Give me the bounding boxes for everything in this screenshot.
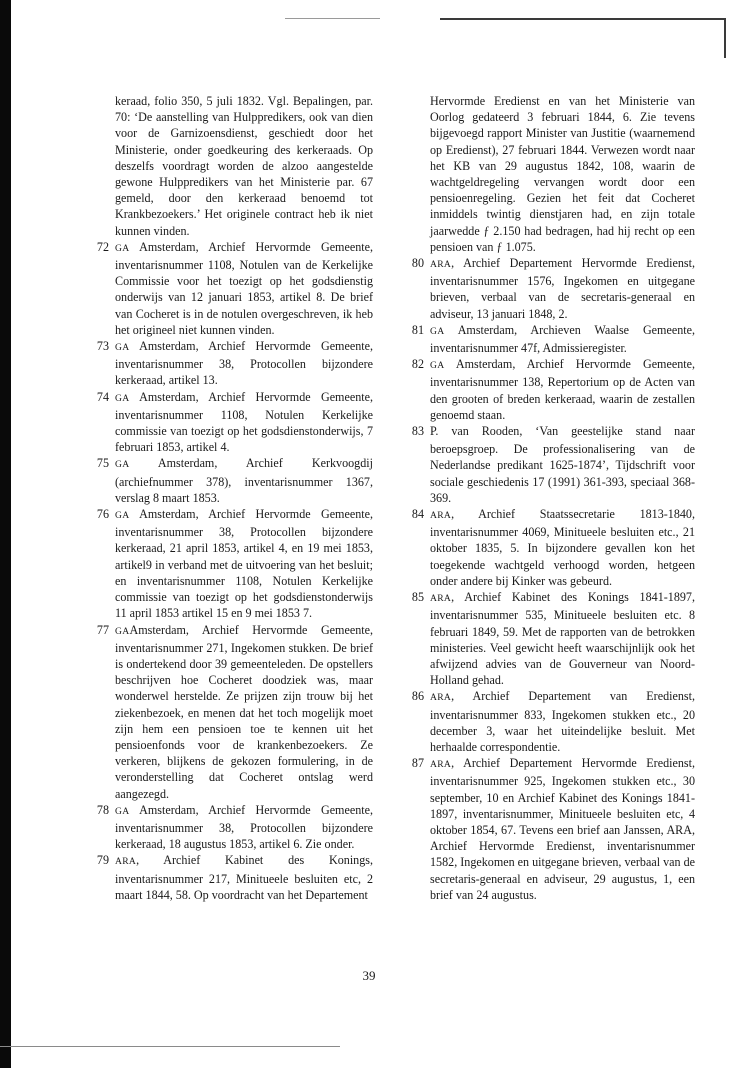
footnote-number: 72 xyxy=(96,239,109,254)
footnote-abbr: GA xyxy=(115,242,130,254)
footnote-text: , Archief Departement Hervormde Eredienst, inventarisnummer 1576, Ingekomen en uitgegane brieven, verbaal van de secretaris-generaal en adviseur, 13 januari 1848, 2. xyxy=(430,256,695,321)
footnote-87 xyxy=(405,755,695,903)
footnote-73 xyxy=(90,338,373,389)
footnote-74 xyxy=(90,389,373,456)
footnote-number: 81 xyxy=(411,322,424,337)
footnote-number: 77 xyxy=(96,622,109,637)
footnote-number: 82 xyxy=(411,357,424,372)
footnote-text: Amsterdam, Archief Hervormde Gemeente, inventarisnummer 138, Repertorium op de Acten van den grooten of breden kerkeraad, waarin de zestallen genoemd staan. xyxy=(430,357,695,422)
scan-line-bottom xyxy=(0,1046,340,1047)
footnote-number: 87 xyxy=(411,756,424,771)
footnote-text: , Archief Kabinet des Konings 1841-1897, inventarisnummer 535, Minitueele besluiten etc. 8 februari 1849, 59. Met de rapporten van de betrokken ministeries. Veel gewicht heeft waarschijnlijk ook het afwijzend advies van de Gouverneur van Noord-Holland gehad. xyxy=(430,590,695,688)
scan-edge-left xyxy=(0,0,11,1068)
footnote-number: 79 xyxy=(96,853,109,868)
footnote-abbr: GA xyxy=(115,392,130,404)
footnote-number: 78 xyxy=(96,802,109,817)
footnote-77 xyxy=(90,622,373,802)
footnote-text: Amsterdam, Archief Hervormde Gemeente, inventarisnummer 271, Ingekomen stukken. De brief is ondertekend door 39 gemeenteleden. De opstellers beschrijven hoe Cocheret doodziek was, maar wonderwel herstelde. Ze prijzen zijn trouw bij het ziekenbezoek, en menen dat het toch mogelijk moet zijn hem een pensioen toe te kennen uit het pensioenfonds voor de krankenbezoekers. Ze verkeren, blijkens de gekozen formulering, in de veronderstelling dat Cocheret ontslag werd aangezegd. xyxy=(115,622,373,801)
footnote-abbr: GA xyxy=(115,805,130,817)
footnote-text: Amsterdam, Archieven Waalse Gemeente, inventarisnummer 47f, Admissieregister. xyxy=(430,322,695,356)
footnote-number: 84 xyxy=(411,507,424,522)
footnote-text: Amsterdam, Archief Hervormde Gemeente, inventarisnummer 38, Protocollen bijzondere kerkeraad, 21 april 1853, artikel 4, en 19 mei 1853, artikel9 in verband met de uitvoering van het besluit; en inventarisnummer 1108, Notulen Kerkelijke commissie van toezigt op het godsdienstonderwijs 11 april 1853 artikel 15 en 9 mei 1853 7. xyxy=(115,507,373,621)
footnote-78 xyxy=(90,802,373,853)
footnote-text: Amsterdam, Archief Hervormde Gemeente, inventarisnummer 38, Protocollen bijzondere kerkeraad, artikel 13. xyxy=(115,339,373,388)
footnote-abbr: GA xyxy=(430,325,445,337)
footnote-85 xyxy=(405,589,695,688)
footnote-text: P. van Rooden, ‘Van geestelijke stand naar beroepsgroep. De professionalisering van de Nederlandse predikant 1625-1874’, Tijdschrift voor sociale geschiedenis 17 (1991) 361-393, speciaal 368-369. xyxy=(430,424,695,505)
footnote-number: 76 xyxy=(96,507,109,522)
footnote-83 xyxy=(405,423,695,506)
footnote-abbr: GA xyxy=(115,459,130,471)
scan-line-top-left xyxy=(285,18,380,19)
scan-line-top-right xyxy=(440,18,725,20)
footnote-text: Amsterdam, Archief Hervormde Gemeente, inventarisnummer 1108, Notulen van de Kerkelijke Commissie voor het toezigt op het godsdienstig onderwijs van 12 januari 1853, artikel 8. De brief van Cocheret is in de notulen overgeschreven, ik heb het origineel niet kunnen vinden. xyxy=(115,239,373,337)
footnote-number: 83 xyxy=(411,424,424,439)
footnote-text: Amsterdam, Archief Kerkvoogdij (archiefnummer 378), inventarisnummer 1367, verslag 8 maart 1853. xyxy=(115,456,373,505)
footnote-abbr: GA xyxy=(115,625,130,637)
footnote-abbr: GA xyxy=(115,342,130,354)
left-continuation-text: keraad, folio 350, 5 juli 1832. Vgl. Bepalingen, par. 70: ‘De aanstelling van Hulppredikers, ook van dien voor de Garnizoensdienst, geschiedt door het Ministerie, onder goedkeuring des kerkeraads. Op deszelfs voordragt worden de alzoo aangestelde gewone Hulppredikers van het Ministerie par. 67 gemeld, door den kerkeraad benoemd tot Krankbezoekers.’ Het originele contract heb ik niet kunnen vinden. xyxy=(115,94,373,238)
footnote-abbr: GA xyxy=(115,510,130,522)
scan-line-right xyxy=(724,18,726,58)
right-column xyxy=(405,93,695,903)
footnote-number: 75 xyxy=(96,456,109,471)
footnote-text: , Archief Departement Hervormde Eredienst, inventarisnummer 925, Ingekomen stukken etc., 30 september, 10 en Archief Kabinet des Konings 1841-1897, inventarisnummer, Minitueele besluiten etc, 4 oktober 1854, 67. Tevens een brief aan Janssen, ARA, Archief Hervormde Eredienst, inventarisnummer 1582, Ingekomen en uitgegane brieven, verbaal van de secretaris-generaal en adviseur, 29 augustus, 1, een brief van 24 augustus. xyxy=(430,756,695,902)
footnote-number: 73 xyxy=(96,339,109,354)
footnote-abbr: ARA xyxy=(430,692,452,704)
footnote-abbr: GA xyxy=(430,360,445,372)
footnote-number: 80 xyxy=(411,256,424,271)
footnote-75 xyxy=(90,455,373,506)
footnote-81 xyxy=(405,322,695,356)
footnote-84 xyxy=(405,506,695,589)
page-number: 39 xyxy=(362,968,376,983)
footnote-79 xyxy=(90,852,373,903)
footnote-abbr: ARA xyxy=(430,593,452,605)
footnote-82 xyxy=(405,356,695,423)
footnote-text: Amsterdam, Archief Hervormde Gemeente, inventarisnummer 1108, Notulen Kerkelijke commissie van toezigt op het godsdienstonderwijs, 7 februari 1853, artikel 4. xyxy=(115,389,373,455)
footnote-72 xyxy=(90,239,373,338)
footnote-abbr: ARA xyxy=(430,759,452,771)
footnote-80 xyxy=(405,255,695,322)
footnote-abbr: ARA xyxy=(430,510,452,522)
left-column xyxy=(90,93,373,903)
footnote-76 xyxy=(90,506,373,621)
footnote-number: 85 xyxy=(411,590,424,605)
footnote-abbr: ARA xyxy=(115,856,137,868)
footnote-text: , Archief Departement van Eredienst, inventarisnummer 833, Ingekomen stukken etc., 20 december 3, waar het uiteindelijke besluit. Met herhaalde correspondentie. xyxy=(430,689,695,754)
right-continuation-text: Hervormde Eredienst en van het Ministerie van Oorlog gedateerd 3 februari 1844, 6. Zie tevens bijgevoegd rapport Minister van Justitie (waarnemend op Eredienst), 27 februari 1844. Verwezen wordt naar het KB van 29 augustus 1842, 108, waarin de wachtgeldregeling vervangen wordt door een pensioenregeling. Gezien het feit dat Cocheret inmiddels twintig dienstjaren had, en zijn totale jaarwedde ƒ 2.150 had bedragen, had hij recht op een pensioen van ƒ 1.075. xyxy=(430,94,695,254)
footnote-number: 74 xyxy=(96,389,109,404)
footnote-number: 86 xyxy=(411,689,424,704)
footnote-abbr: ARA xyxy=(430,259,452,271)
footnote-text: , Archief Staatssecretarie 1813-1840, inventarisnummer 4069, Minitueele besluiten etc., 21 oktober 1835, 5. In bijzondere gevallen kon het toegekende wachtgeld verhoogd worden, hetgeen onder andere bij Kinker was gebeurd. xyxy=(430,507,695,588)
footnote-86 xyxy=(405,688,695,755)
footnote-text: , Archief Kabinet des Konings, inventarisnummer 217, Minitueele besluiten etc, 2 maart 1844, 58. Op voordracht van het Departement xyxy=(115,853,373,902)
footnote-text: Amsterdam, Archief Hervormde Gemeente, inventarisnummer 38, Protocollen bijzondere kerkeraad, 18 augustus 1853, artikel 6. Zie onder. xyxy=(115,802,373,852)
